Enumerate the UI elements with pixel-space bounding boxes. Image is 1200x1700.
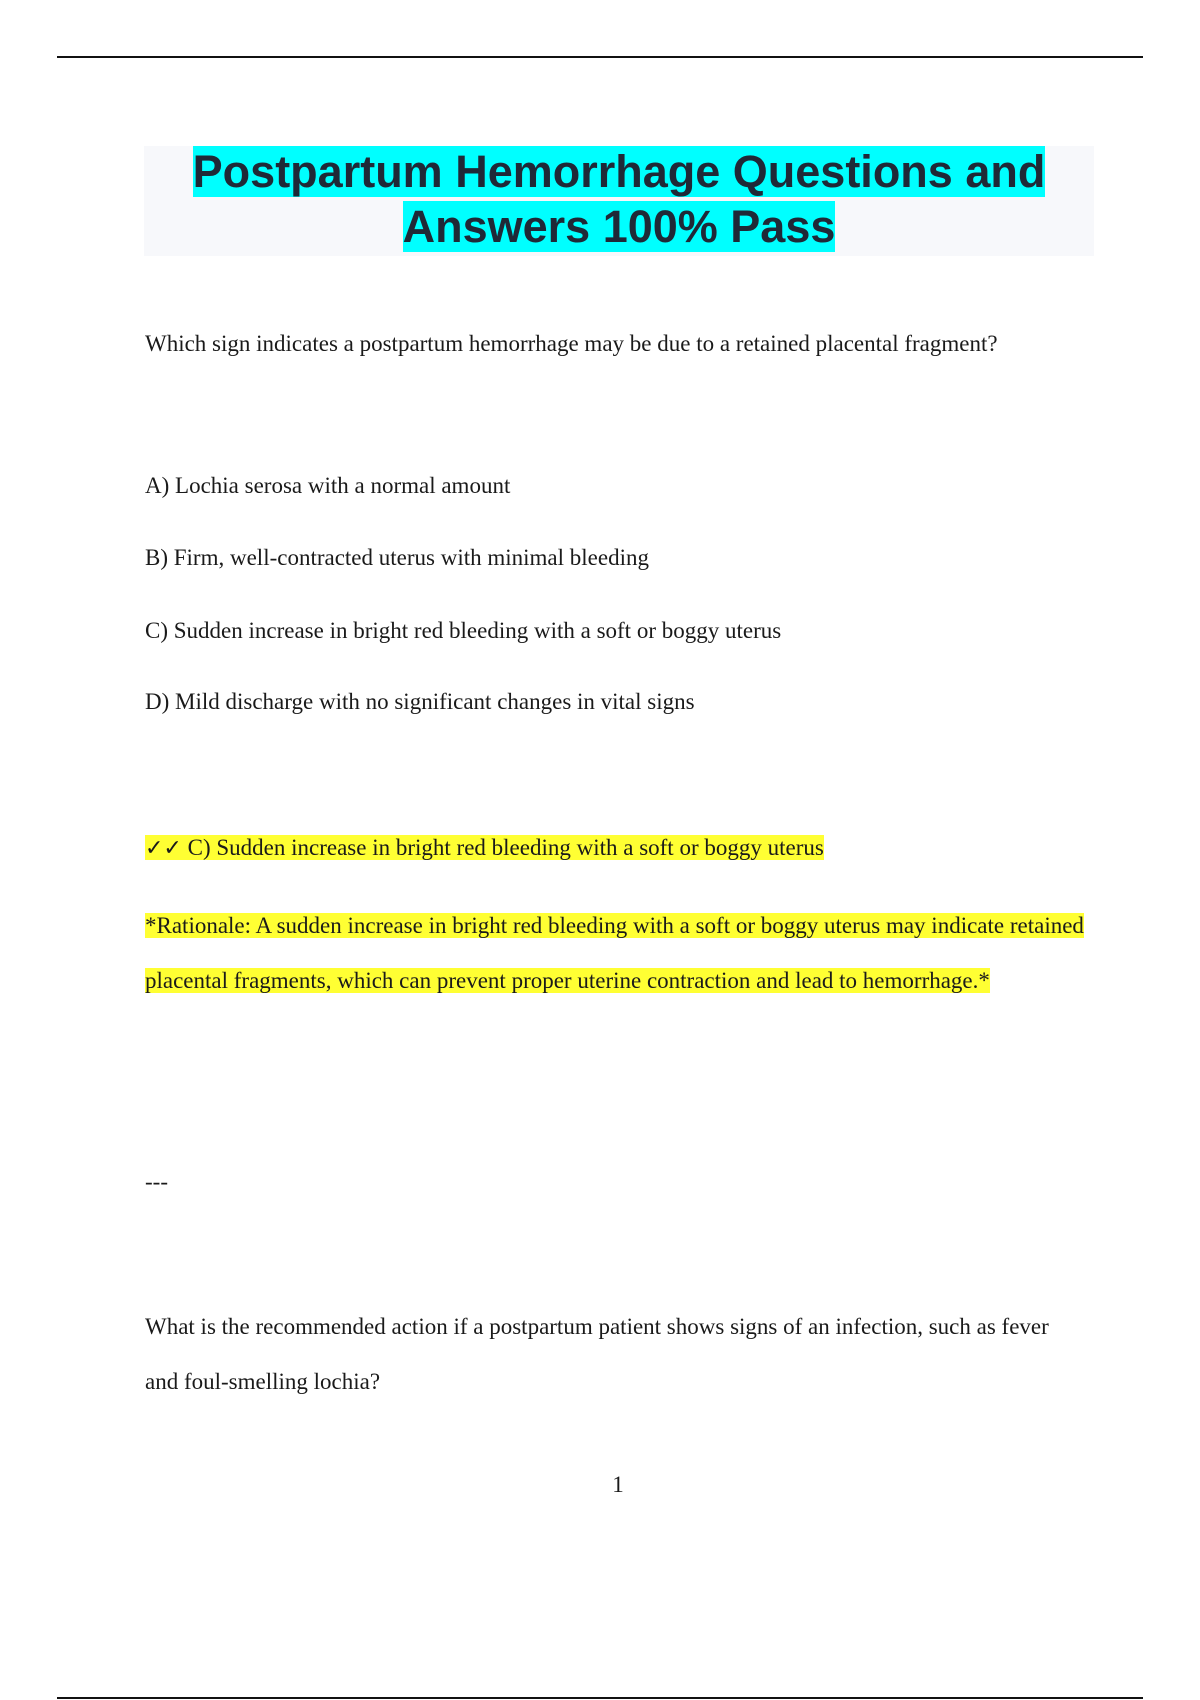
- double-check-icon: ✓✓: [145, 836, 182, 861]
- question-1-rationale: [145, 898, 1085, 1008]
- document-title: [144, 144, 1094, 254]
- answer-highlight: [145, 835, 824, 860]
- answer-text: C) Sudden increase in bright red bleeding with a soft or boggy uterus: [187, 835, 824, 860]
- question-1-option-d: D) Mild discharge with no significant changes in vital signs: [145, 689, 695, 714]
- page-number: 1: [612, 1472, 624, 1497]
- question-1-option-b: B) Firm, well-contracted uterus with minimal bleeding: [145, 545, 649, 570]
- question-1-option-a: A) Lochia serosa with a normal amount: [145, 473, 511, 498]
- question-1-answer: [145, 833, 824, 864]
- section-separator: ---: [145, 1169, 168, 1194]
- rationale-text: *Rationale: A sudden increase in bright red bleeding with a soft or boggy uterus may indicate retained placental fragments, which can prevent proper uterine contraction and lead to hemorrhage.*: [145, 913, 1084, 993]
- question-2-text: What is the recommended action if a postpartum patient shows signs of an infection, such as fever and foul-smelling lochia?: [145, 1314, 1049, 1394]
- title-highlight: Postpartum Hemorrhage Questions and Answers 100% Pass: [192, 146, 1046, 252]
- question-1-text: Which sign indicates a postpartum hemorrhage may be due to a retained placental fragment?: [145, 331, 998, 356]
- footer-rule: [57, 1697, 1143, 1699]
- question-1-option-c: C) Sudden increase in bright red bleeding with a soft or boggy uterus: [145, 618, 782, 643]
- header-rule: [57, 56, 1143, 58]
